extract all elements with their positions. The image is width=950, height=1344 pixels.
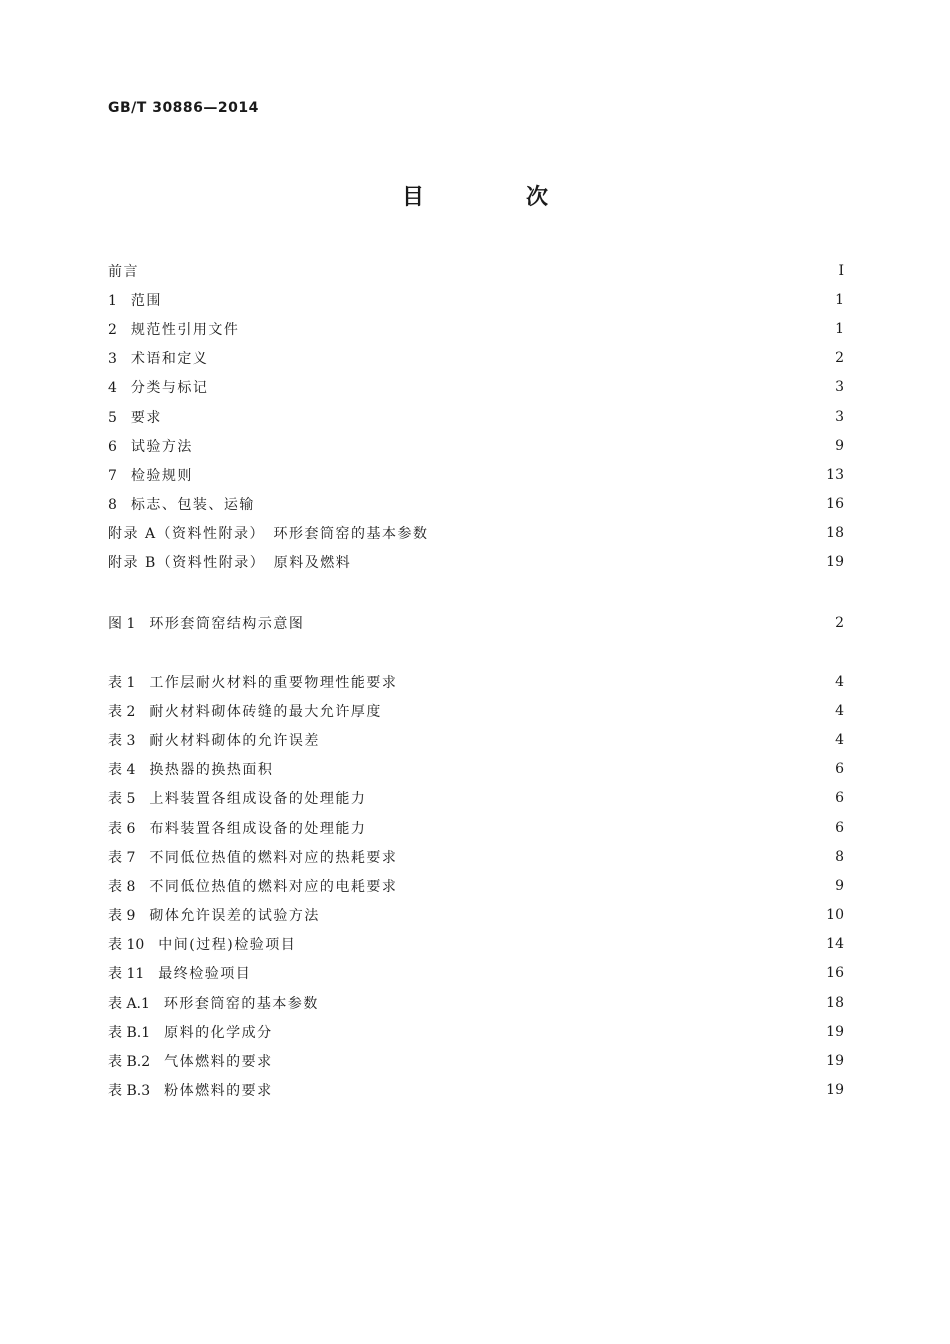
toc-entry-text: 规范性引用文件: [130, 321, 240, 338]
toc-entry-text: 原料的化学成分: [164, 1024, 273, 1041]
toc-entry-number: 表 B.2: [108, 1054, 151, 1071]
toc-entry-label: [108, 993, 325, 1013]
dot-leader: [245, 320, 822, 334]
toc-entry-page: 6: [835, 819, 844, 836]
dot-leader: [372, 789, 822, 803]
toc-entry-text: 要求: [130, 409, 162, 426]
dot-leader: [326, 731, 822, 745]
toc-entry[interactable]: [108, 901, 844, 930]
toc-entry[interactable]: [108, 755, 844, 784]
toc-entry-text: 范围: [130, 292, 162, 309]
toc-entry-number: 表 1: [108, 674, 136, 691]
toc-entry-label: [108, 436, 199, 456]
toc-entry-label: [108, 1022, 279, 1042]
toc-entry[interactable]: [108, 959, 844, 988]
toc-entry-page: 3: [835, 408, 844, 425]
dot-leader: [279, 1052, 821, 1066]
standard-code: GB/T 30886—2014: [108, 100, 259, 116]
toc-entry-page: 9: [835, 877, 844, 894]
toc-entry-label: [108, 319, 245, 339]
dot-leader: [326, 906, 820, 920]
dot-leader: [403, 848, 822, 862]
toc-entry-number: 表 9: [108, 908, 136, 925]
toc-entry-page: 19: [826, 1082, 844, 1099]
dot-leader: [310, 614, 822, 628]
toc-entry[interactable]: [108, 1076, 844, 1105]
toc-entry-text: 附录 A（资料性附录） 环形套筒窑的基本参数: [108, 526, 429, 543]
toc-entry-text: 耐火材料砌体的允许误差: [149, 732, 320, 749]
toc-entry-label: [108, 963, 257, 983]
toc-entry-number: 表 A.1: [108, 995, 150, 1012]
toc-entry-label: [108, 261, 145, 281]
toc-entry-number: 表 4: [108, 762, 136, 779]
toc-entry-page: 1: [835, 320, 844, 337]
toc-entry-text: 环形套筒窑的基本参数: [163, 995, 319, 1012]
toc-entry-page: 8: [835, 848, 844, 865]
toc-entry[interactable]: [108, 519, 844, 548]
toc-entry-text: 砌体允许误差的试验方法: [149, 908, 320, 925]
toc-entry-text: 中间(过程)检验项目: [158, 937, 297, 954]
toc-entry-number: 6: [108, 438, 117, 455]
toc-entry-text: 气体燃料的要求: [164, 1054, 273, 1071]
dot-leader: [199, 437, 822, 451]
toc-entry-text: 工作层耐火材料的重要物理性能要求: [149, 674, 398, 691]
toc-entry-text: 分类与标记: [130, 380, 209, 397]
toc-entry-number: 4: [108, 380, 117, 397]
toc-entry-label: [108, 613, 310, 633]
toc-entry-label: [108, 348, 214, 368]
toc-entry-page: 19: [826, 1053, 844, 1070]
toc-entry[interactable]: [108, 431, 844, 460]
dot-leader: [403, 877, 822, 891]
dot-leader: [357, 553, 820, 567]
toc-entry[interactable]: [108, 930, 844, 959]
dot-leader: [199, 466, 820, 480]
dot-leader: [435, 524, 821, 538]
toc-entry-label: [108, 934, 302, 954]
toc-entry-number: 表 11: [108, 966, 145, 983]
toc-entry-label: [108, 730, 326, 750]
toc-entry-page: 16: [826, 965, 844, 982]
toc-entry-number: 图 1: [108, 615, 136, 632]
toc-entry-page: 18: [826, 525, 844, 542]
toc-entry-label: [108, 290, 168, 310]
toc-entry-page: 19: [826, 554, 844, 571]
toc-entry-label: [108, 672, 403, 692]
toc-entry[interactable]: [108, 402, 844, 431]
toc-entry[interactable]: [108, 285, 844, 314]
toc-entry-label: [108, 1080, 279, 1100]
toc-entry[interactable]: [108, 314, 844, 343]
toc-entry-text: 换热器的换热面积: [149, 762, 274, 779]
toc-entry[interactable]: [108, 696, 844, 725]
toc-entry-text: 环形套筒窑结构示意图: [149, 615, 305, 632]
toc-entry-label: [108, 847, 403, 867]
toc-list: [108, 256, 844, 577]
toc-entry-page: 6: [835, 790, 844, 807]
toc-entry-label: [108, 523, 435, 543]
toc-entry[interactable]: [108, 1017, 844, 1046]
dot-leader: [325, 994, 820, 1008]
toc-entry-text: 试验方法: [130, 438, 193, 455]
toc-entry[interactable]: [108, 842, 844, 871]
toc-entry-number: 表 3: [108, 732, 136, 749]
toc-entry-number: 3: [108, 351, 117, 368]
toc-entry[interactable]: [108, 344, 844, 373]
toc-entry-number: 表 6: [108, 820, 136, 837]
toc-entry[interactable]: [108, 460, 844, 489]
toc-entry-label: [108, 818, 372, 838]
toc-entry[interactable]: [108, 1046, 844, 1075]
toc-entry-text: 上料装置各组成设备的处理能力: [149, 791, 367, 808]
toc-entry-number: 表 B.3: [108, 1083, 151, 1100]
toc-entry-label: [108, 494, 261, 514]
toc-entry-text: 检验规则: [130, 467, 193, 484]
toc-entry-number: 1: [108, 292, 117, 309]
toc-entry[interactable]: [108, 490, 844, 519]
toc-entry-text: 术语和定义: [130, 351, 209, 368]
toc-entry-number: 5: [108, 409, 117, 426]
toc-entry-label: [108, 701, 388, 721]
toc-entry-number: 8: [108, 497, 117, 514]
toc-entry[interactable]: [108, 548, 844, 577]
toc-entry-page: 1: [835, 291, 844, 308]
toc-entry-number: 表 B.1: [108, 1024, 151, 1041]
toc-entry-text: 布料装置各组成设备的处理能力: [149, 820, 367, 837]
toc-entry-label: [108, 759, 279, 779]
toc-entry-text: 不同低位热值的燃料对应的电耗要求: [149, 878, 398, 895]
dot-leader: [168, 291, 822, 305]
toc-entry-page: 10: [826, 907, 844, 924]
toc-entry-number: 表 8: [108, 878, 136, 895]
toc-entry-page: 3: [835, 379, 844, 396]
toc-entry-text: 附录 B（资料性附录） 原料及燃料: [108, 555, 352, 572]
toc-entry-text: 标志、包装、运输: [130, 497, 255, 514]
toc-entry-page: 19: [826, 1023, 844, 1040]
toc-entry-page: 13: [826, 466, 844, 483]
toc-entry-page: 9: [835, 437, 844, 454]
toc-entry[interactable]: [108, 988, 844, 1017]
dot-leader: [145, 262, 822, 276]
dot-leader: [168, 408, 822, 422]
dot-leader: [302, 935, 820, 949]
table-list: [108, 667, 844, 1105]
toc-entry-text: 不同低位热值的燃料对应的热耗要求: [149, 849, 398, 866]
dot-leader: [279, 760, 822, 774]
toc-entry[interactable]: [108, 871, 844, 900]
toc-entry-number: 表 10: [108, 937, 145, 954]
toc-entry-label: [108, 876, 403, 896]
toc-entry-number: 7: [108, 467, 117, 484]
toc-entry-page: 6: [835, 761, 844, 778]
toc-entry-page: 14: [826, 936, 844, 953]
toc-entry-page: 2: [835, 350, 844, 367]
figure-list: [108, 608, 844, 637]
toc-entry-label: [108, 552, 357, 572]
toc-entry-text: 粉体燃料的要求: [164, 1083, 273, 1100]
toc-entry[interactable]: [108, 784, 844, 813]
dot-leader: [372, 819, 822, 833]
dot-leader: [279, 1023, 821, 1037]
page-title: 目 次: [401, 185, 588, 210]
toc-entry-page: 18: [826, 994, 844, 1011]
dot-leader: [214, 349, 822, 363]
toc-entry[interactable]: [108, 813, 844, 842]
toc-entry-page: 4: [835, 673, 844, 690]
toc-entry-page: 16: [826, 496, 844, 513]
toc-entry-number: 表 7: [108, 849, 136, 866]
toc-entry-number: 表 5: [108, 791, 136, 808]
dot-leader: [403, 673, 822, 687]
toc-entry-label: [108, 788, 372, 808]
dot-leader: [257, 964, 820, 978]
toc-entry-page: 4: [835, 702, 844, 719]
toc-entry-number: 2: [108, 321, 117, 338]
toc-entry-label: [108, 905, 326, 925]
toc-entry[interactable]: [108, 373, 844, 402]
dot-leader: [388, 702, 822, 716]
dot-leader: [279, 1081, 821, 1095]
toc-entry[interactable]: [108, 667, 844, 696]
toc-entry[interactable]: [108, 725, 844, 754]
dot-leader: [214, 378, 822, 392]
toc-entry-text: 前言: [108, 263, 139, 280]
toc-entry-label: [108, 465, 199, 485]
toc-entry-label: [108, 407, 168, 427]
toc-entry-page: 2: [835, 614, 844, 631]
toc-entry-page: Ⅰ: [838, 262, 844, 279]
dot-leader: [261, 495, 820, 509]
toc-entry-label: [108, 1051, 279, 1071]
toc-entry-number: 表 2: [108, 703, 136, 720]
toc-entry[interactable]: [108, 608, 844, 637]
toc-entry-label: [108, 377, 214, 397]
toc-entry-text: 耐火材料砌体砖缝的最大允许厚度: [149, 703, 382, 720]
toc-entry-text: 最终检验项目: [158, 966, 252, 983]
toc-entry[interactable]: [108, 256, 844, 285]
toc-entry-page: 4: [835, 731, 844, 748]
